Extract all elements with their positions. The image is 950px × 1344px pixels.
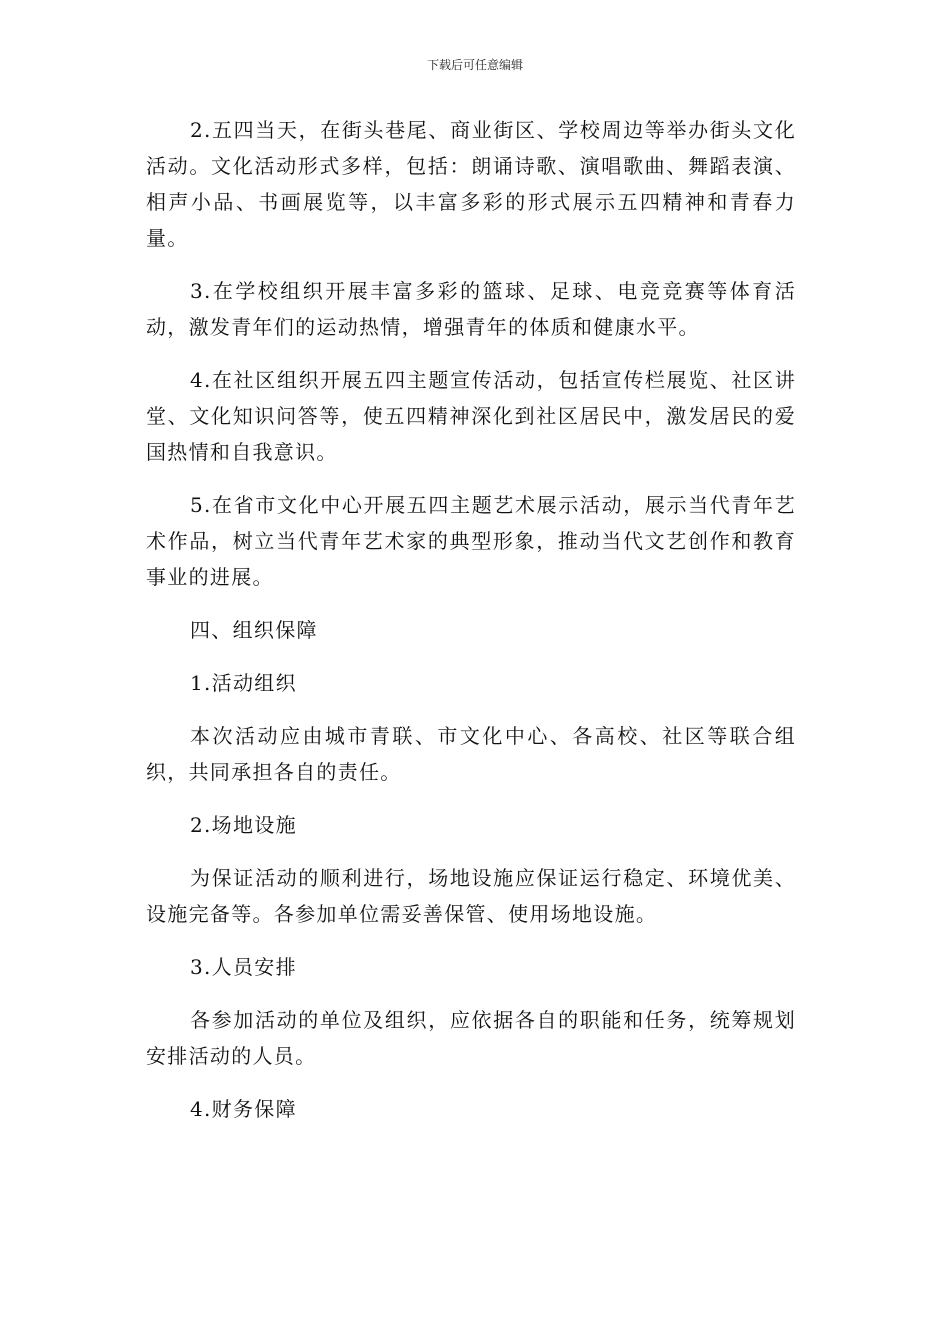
paragraph-venue-facilities: 为保证活动的顺利进行，场地设施应保证运行稳定、环境优美、设施完备等。各参加单位需妥善保管、使用场地设施。 xyxy=(146,866,796,926)
subheading-venue-facilities: 2.场地设施 xyxy=(190,813,297,837)
paragraph-street-culture: 2.五四当天，在街头巷尾、商业街区、学校周边等举办街头文化活动。文化活动形式多样，包括：朗诵诗歌、演唱歌曲、舞蹈表演、相声小品、书画展览等，以丰富多彩的形式展示五四精神和青春力量。 xyxy=(146,118,796,250)
page-header-note: 下载后可任意编辑 xyxy=(426,58,523,72)
subheading-activity-organization: 1.活动组织 xyxy=(190,671,297,695)
paragraph-community-promotion: 4.在社区组织开展五四主题宣传活动，包括宣传栏展览、社区讲堂、文化知识问答等，使五四精神深化到社区居民中，激发居民的爱国热情和自我意识。 xyxy=(146,368,796,464)
paragraph-staff-arrangement: 各参加活动的单位及组织，应依据各自的职能和任务，统筹规划安排活动的人员。 xyxy=(146,1008,796,1068)
document-body xyxy=(146,112,796,1144)
subheading-financial-guarantee: 4.财务保障 xyxy=(190,1097,297,1121)
section-heading-organization: 四、组织保障 xyxy=(190,618,318,642)
subheading-staff-arrangement: 3.人员安排 xyxy=(190,955,297,979)
paragraph-activity-organization: 本次活动应由城市青联、市文化中心、各高校、社区等联合组织，共同承担各自的责任。 xyxy=(146,724,796,784)
paragraph-sports-activities: 3.在学校组织开展丰富多彩的篮球、足球、电竞竞赛等体育活动，激发青年们的运动热情，增强青年的体质和健康水平。 xyxy=(146,279,796,339)
paragraph-art-exhibition: 5.在省市文化中心开展五四主题艺术展示活动，展示当代青年艺术作品，树立当代青年艺术家的典型形象，推动当代文艺创作和教育事业的进展。 xyxy=(146,493,796,589)
